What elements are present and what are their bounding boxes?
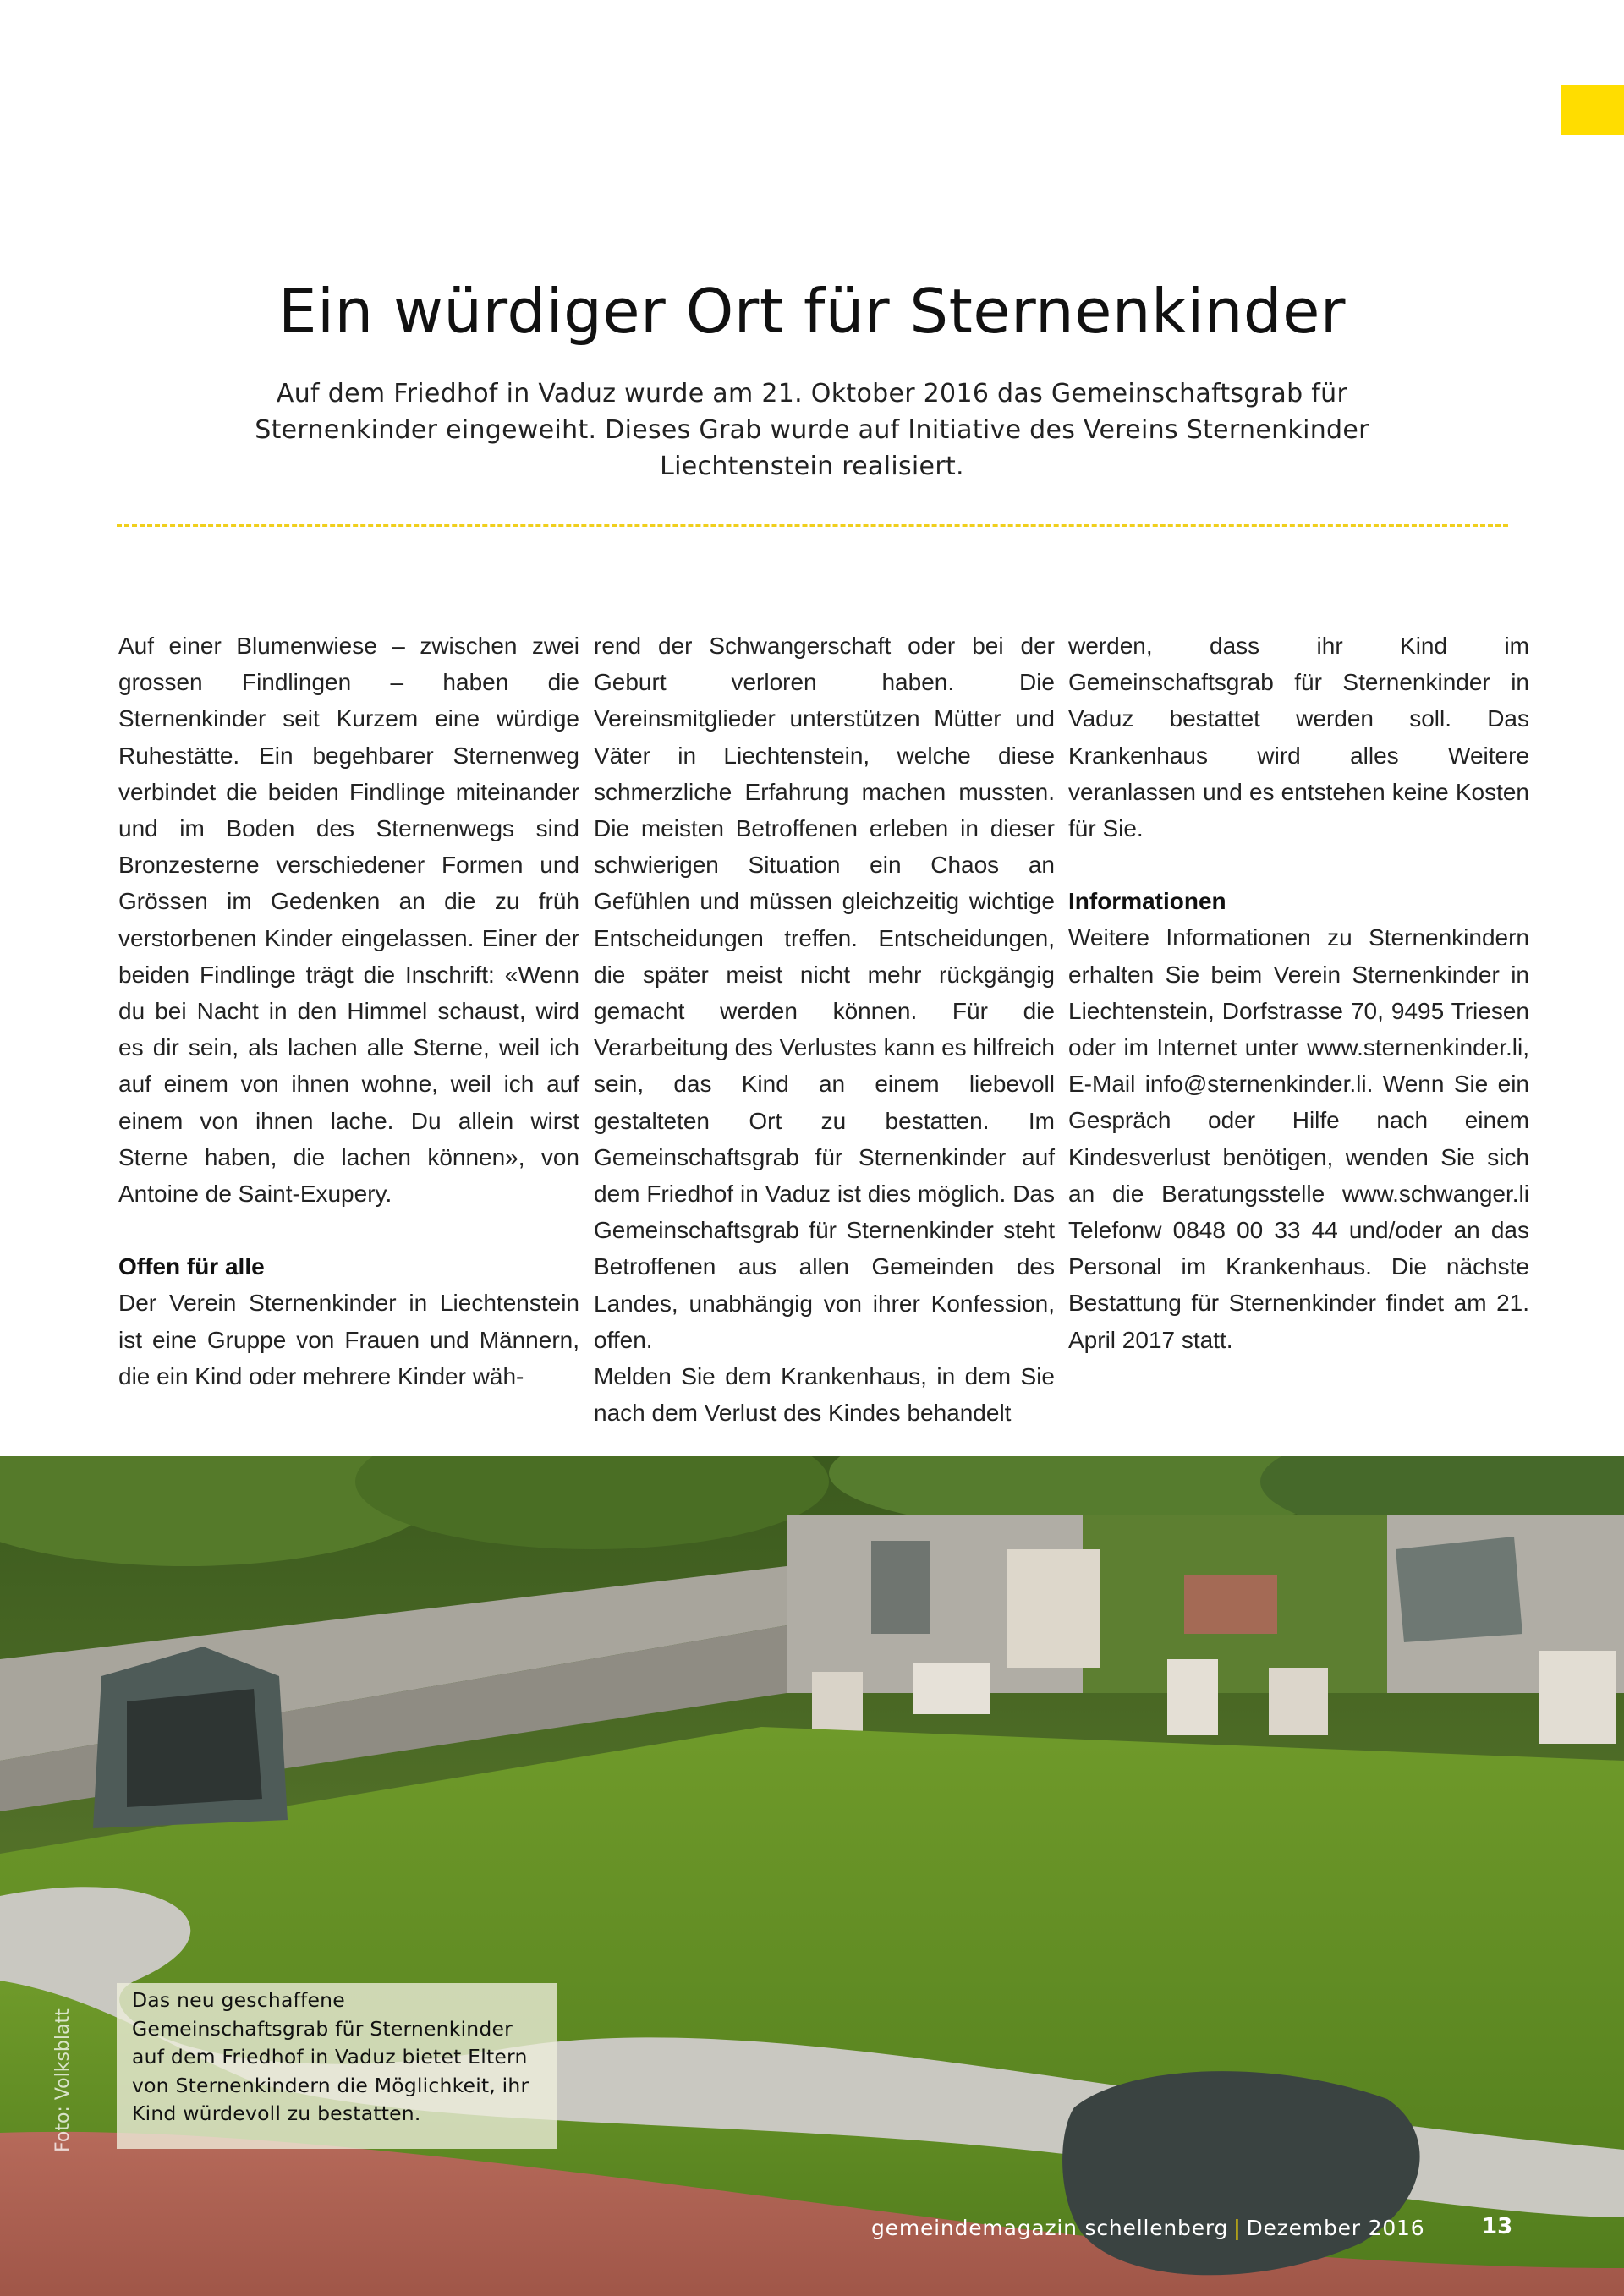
photo-credit: Foto: Volksblatt xyxy=(52,2008,74,2152)
photo-caption: Das neu geschaffene Gemeinschaftsgrab für Sternenkinder auf dem Friedhof in Vaduz bietet Eltern von Sternenkindern die Möglichkeit, ihr Kind würdevoll zu bestatten. xyxy=(117,1983,557,2149)
section-tab xyxy=(1561,85,1624,135)
dashed-divider xyxy=(117,524,1508,527)
magazine-name: gemeindemagazin schellenberg xyxy=(871,2216,1229,2240)
issue-date: Dezember 2016 xyxy=(1246,2216,1425,2240)
paragraph: Auf einer Blumenwiese – zwischen zwei grossen Findlingen – haben die Sternenkinder seit Kurzem eine würdige Ruhestätte. Ein begehbarer Sternenweg verbindet die beiden Findlinge miteinander und im Boden des Sternenwegs sind Bronzesterne verschiedener Formen und Grössen im Gedenken an die zu früh verstorbenen Kinder eingelassen. Einer der beiden Findlinge trägt die Inschrift: «Wenn du bei Nacht in den Himmel schaust, wird es dir sein, als lachen alle Sterne, weil ich auf einem von ihnen wohne, weil ich auf einem von ihnen lache. Du allein wirst Sterne haben, die lachen können», von Antoine de Saint-Exupery. xyxy=(118,633,579,1208)
text-column-1 xyxy=(118,627,579,1395)
subheading-informationen: Informationen xyxy=(1068,888,1226,915)
article-title: Ein würdiger Ort für Sternenkinder xyxy=(278,276,1346,348)
text-column-2 xyxy=(594,627,1055,1431)
footer-separator: | xyxy=(1233,2216,1242,2240)
paragraph: Weitere Informationen zu Sternenkindern erhalten Sie beim Verein Sternenkinder in Liechtenstein, Dorfstrasse 70, 9495 Triesen oder im Internet unter www.sternenkinder.li, E-Mail info@sternenkinder.li. Wenn Sie ein Gespräch oder Hilfe nach einem Kindesverlust benötigen, wenden Sie sich an die Beratungsstelle www.schwanger.li Telefonw 0848 00 33 44 und/oder an das Personal im Krankenhaus. Die nächste Bestattung für Sternenkinder findet am 21. April 2017 statt. xyxy=(1068,924,1529,1353)
article-lead: Auf dem Friedhof in Vaduz wurde am 21. Oktober 2016 das Gemeinschaftsgrab für Sternenkinder eingeweiht. Dieses Grab wurde auf Initiative des Vereins Sternenkinder Liechtenstein realisiert. xyxy=(255,379,1369,481)
page-number: 13 xyxy=(1482,2214,1513,2239)
paragraph: Der Verein Sternenkinder in Liechtenstein ist eine Gruppe von Frauen und Männern, die ein Kind oder mehrere Kinder wäh- xyxy=(118,1290,579,1389)
text-column-3 xyxy=(1068,627,1529,1358)
subheading-offen: Offen für alle xyxy=(118,1253,265,1280)
cemetery-photo xyxy=(0,1456,1624,2296)
paragraph: werden, dass ihr Kind im Gemeinschaftsgrab für Sternenkinder in Vaduz bestattet werden soll. Das Krankenhaus wird alles Weitere veranlassen und es entstehen keine Kosten für Sie. xyxy=(1068,633,1529,842)
footer-magazine-line xyxy=(871,2216,1424,2240)
paragraph: Melden Sie dem Krankenhaus, in dem Sie nach dem Verlust des Kindes behandelt xyxy=(594,1363,1055,1427)
paragraph: rend der Schwangerschaft oder bei der Geburt verloren haben. Die Vereinsmitglieder unterstützen Mütter und Väter in Liechtenstein, welche diese schmerzliche Erfahrung machen mussten. Die meisten Betroffenen erleben in dieser schwierigen Situation ein Chaos an Gefühlen und müssen gleichzeitig wichtige Entscheidungen treffen. Entscheidungen, die später meist nicht mehr rückgängig gemacht werden können. Für die Verarbeitung des Verlustes kann es hilfreich sein, das Kind an einem liebevoll gestalteten Ort zu bestatten. Im Gemeinschaftsgrab für Sternenkinder auf dem Friedhof in Vaduz ist dies möglich. Das Gemeinschaftsgrab für Sternenkinder steht Betroffenen aus allen Gemeinden des Landes, unabhängig von ihrer Konfession, offen. xyxy=(594,633,1055,1353)
